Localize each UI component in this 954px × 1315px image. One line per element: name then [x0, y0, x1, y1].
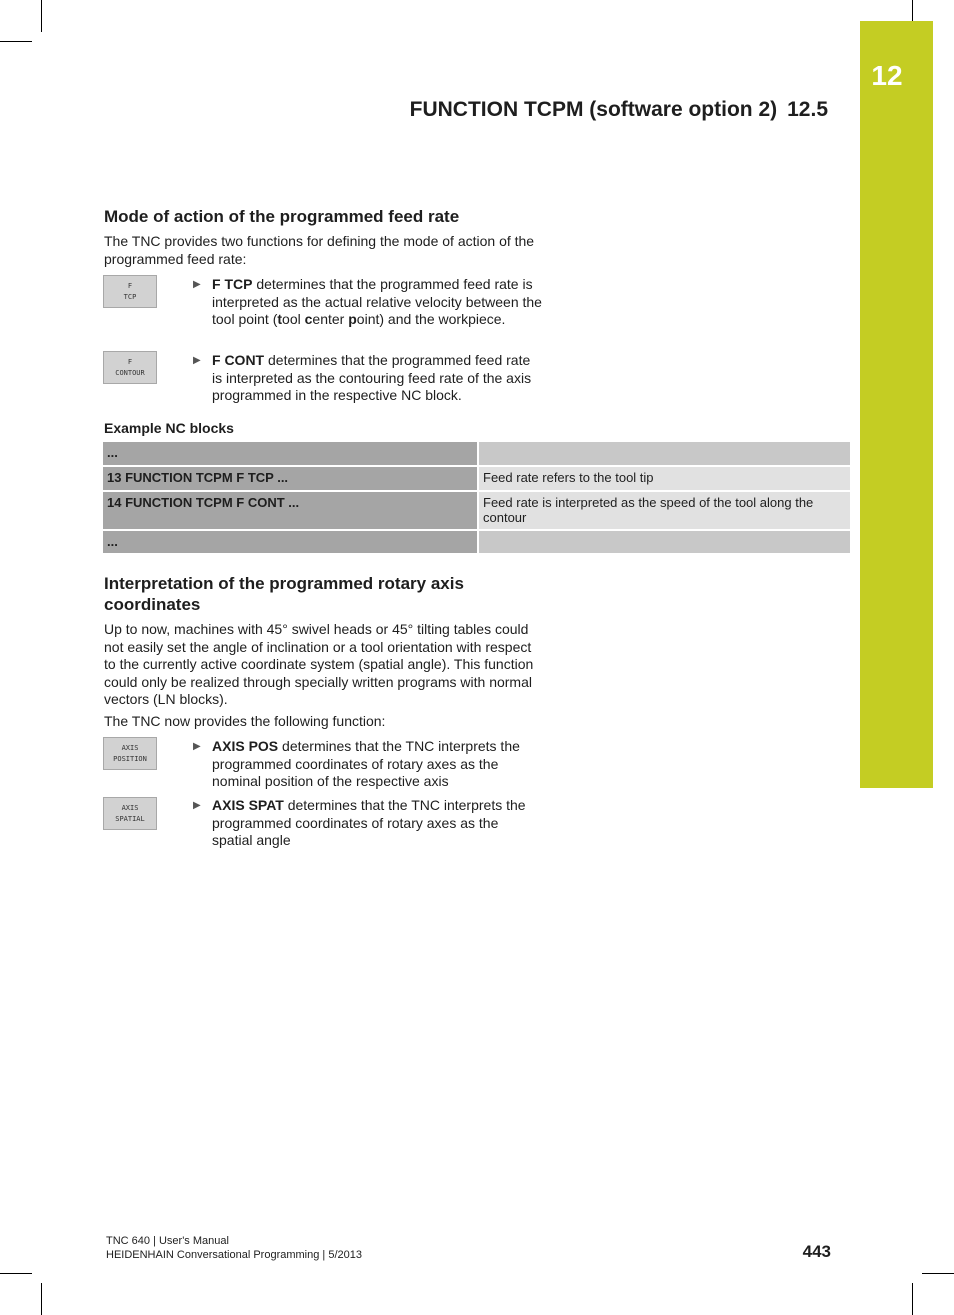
item-text: oint) and the workpiece.	[356, 311, 506, 328]
nc-comment-cell: Feed rate refers to the tool tip	[478, 466, 850, 491]
item-text: determines that the programmed feed rate is interpreted as the actual relative velocity between the tool point (	[212, 276, 542, 328]
running-header	[410, 98, 828, 122]
softkey-label-line1: F	[127, 281, 133, 290]
section-heading-feed-rate: Mode of action of the programmed feed rate	[104, 207, 460, 226]
nc-code-cell: ...	[103, 442, 478, 466]
keyword: F CONT	[212, 352, 265, 368]
keyword: F TCP	[212, 276, 253, 292]
nc-code-cell: 14 FUNCTION TCPM F CONT ...	[103, 491, 478, 530]
section2-paragraph: Up to now, machines with 45° swivel heads or 45° tilting tables could not easily set the angle of inclination or a tool orientation with respect to the currently active coordinate system (spatial angle). This function could only be realized through specially written programs with normal vectors (LN blocks).	[104, 621, 534, 708]
crop-mark	[0, 1273, 32, 1274]
crop-mark	[0, 41, 32, 42]
softkey-label-line2: SPATIAL	[115, 814, 145, 823]
softkey-label-line2: TCP	[123, 292, 137, 301]
item-text: ool	[282, 311, 305, 328]
table-row	[103, 466, 850, 491]
nc-comment-cell	[478, 442, 850, 466]
crop-mark	[41, 0, 42, 32]
section2-paragraph-2: The TNC now provides the following function:	[104, 713, 386, 729]
softkey-label-line2: CONTOUR	[115, 368, 145, 377]
softkey-axis-spatial	[103, 797, 157, 830]
item-text: determines that the TNC interprets the programmed coordinates of rotary axes as the nominal position of the respective axis	[212, 738, 520, 790]
nc-blocks-table	[103, 442, 850, 555]
crop-mark	[912, 1283, 913, 1315]
list-item-axis-pos	[212, 738, 542, 791]
table-row	[103, 530, 850, 554]
bullet-arrow-icon: ▶	[193, 279, 201, 290]
footer-line: TNC 640 | User's Manual	[106, 1235, 229, 1247]
example-title: Example NC blocks	[104, 420, 234, 436]
crop-mark	[912, 0, 913, 21]
acronym-letter: p	[348, 311, 357, 328]
nc-code-cell: 13 FUNCTION TCPM F TCP ...	[103, 466, 478, 491]
crop-mark	[922, 1273, 954, 1274]
nc-comment-cell	[478, 530, 850, 554]
table-row	[103, 442, 850, 466]
chapter-tab	[860, 21, 933, 788]
bullet-arrow-icon: ▶	[193, 355, 201, 366]
crop-mark	[41, 1283, 42, 1315]
bullet-arrow-icon: ▶	[193, 741, 201, 752]
softkey-axis-position	[103, 737, 157, 770]
nc-code-cell: ...	[103, 530, 478, 554]
running-header-title: FUNCTION TCPM (software option 2)	[409, 98, 778, 121]
softkey-label-line1: F	[127, 357, 133, 366]
acronym-letter: c	[304, 311, 313, 328]
chapter-number: 12	[871, 60, 903, 91]
list-item-axis-spat	[212, 797, 542, 850]
softkey-f-contour	[103, 351, 157, 384]
item-text: enter	[312, 311, 349, 328]
item-text: determines that the programmed feed rate is interpreted as the contouring feed rate of the axis programmed in the respective NC block.	[212, 352, 532, 404]
page-footer	[106, 1234, 362, 1262]
softkey-label-line2: POSITION	[113, 754, 147, 763]
keyword: AXIS POS	[212, 738, 279, 754]
keyword: AXIS SPAT	[212, 797, 284, 813]
section-intro: The TNC provides two functions for defining the mode of action of the programmed feed rate:	[104, 233, 535, 267]
softkey-label-line1: AXIS	[121, 743, 139, 752]
list-item-f-cont	[212, 352, 542, 405]
list-item-f-tcp	[212, 276, 542, 329]
item-text: determines that the TNC interprets the programmed coordinates of rotary axes as the spatial angle	[212, 797, 526, 849]
softkey-f-tcp	[103, 275, 157, 308]
heading-line: coordinates	[104, 595, 201, 614]
table-row	[103, 491, 850, 530]
softkey-label-line1: AXIS	[121, 803, 139, 812]
heading-line: Interpretation of the programmed rotary axis	[104, 574, 464, 593]
section-heading-rotary-axis	[104, 573, 464, 615]
acronym-letter: t	[277, 311, 283, 328]
bullet-arrow-icon: ▶	[193, 800, 201, 811]
running-header-section: 12.5	[787, 98, 828, 121]
nc-comment-cell: Feed rate is interpreted as the speed of the tool along the contour	[478, 491, 850, 530]
page-number: 443	[802, 1242, 831, 1261]
footer-line: HEIDENHAIN Conversational Programming | 5/2013	[106, 1249, 362, 1261]
